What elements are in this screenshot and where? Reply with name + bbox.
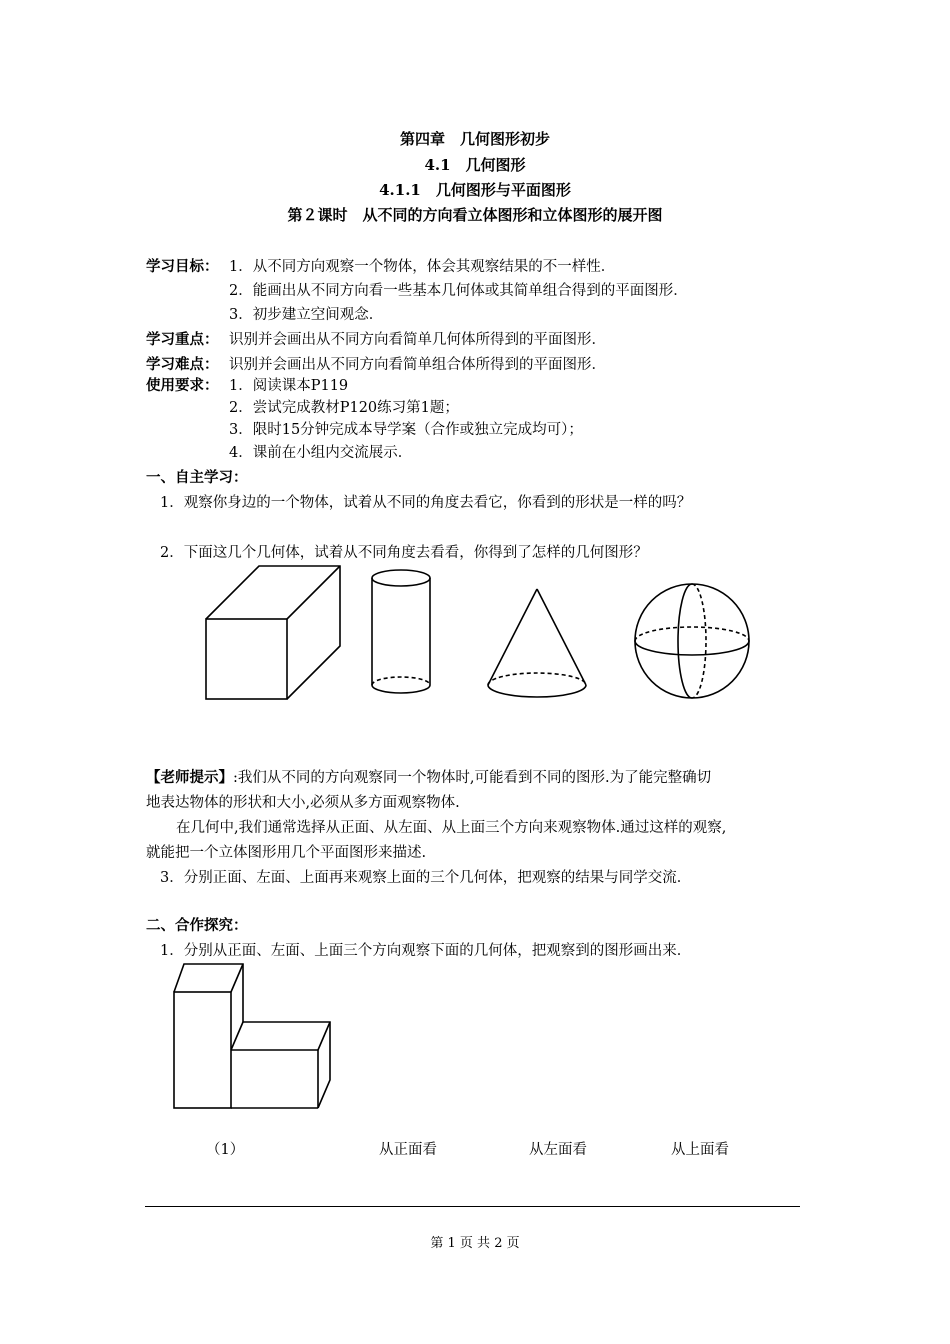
teacher-tip-line4: 就能把一个立体图形用几个平面图形来描述. [146, 845, 427, 861]
teacher-tip-text: :我们从不同的方向观察同一个物体时,可能看到不同的图形.为了能完整确切 [233, 770, 712, 786]
chapter-title: 第四章 几何图形初步 [399, 130, 550, 148]
self-study-heading: 一、自主学习： [146, 469, 248, 486]
top-view-label: 从上面看 [671, 1142, 729, 1158]
goal-item: 1．从不同方向观察一个物体，体会其观察结果的不一样性． [229, 259, 616, 275]
usage-item: 4．课前在小组内交流展示． [229, 445, 413, 461]
front-view-label: 从正面看 [379, 1142, 437, 1158]
usage-label: 使用要求： [146, 377, 219, 394]
section-title: 4.1 几何图形 [424, 156, 526, 174]
teacher-tip-label: 【老师提示】 [146, 769, 233, 786]
footer-divider [145, 1206, 800, 1207]
subsection-title: 4.1.1 几何图形与平面图形 [379, 181, 571, 199]
left-view-label: 从左面看 [529, 1142, 587, 1158]
difficulty-text: 识别并会画出从不同方向看简单组合体所得到的平面图形． [229, 357, 606, 373]
self-study-question-2: 2．下面这几个几何体，试着从不同角度去看看，你得到了怎样的几何图形？ [160, 545, 648, 561]
teacher-tip-line3: 在几何中,我们通常选择从正面、从左面、从上面三个方向来观察物体.通过这样的观察, [176, 820, 727, 836]
cooperative-heading: 二、合作探究： [146, 917, 248, 934]
usage-item: 3．限时15分钟完成本导学案（合作或独立完成均可）； [229, 422, 583, 438]
lesson-title: 第２课时 从不同的方向看立体图形和立体图形的展开图 [287, 206, 663, 224]
figure-label: （1） [206, 1142, 245, 1158]
goal-item: 2．能画出从不同方向看一些基本几何体或其简单组合得到的平面图形． [229, 283, 688, 299]
self-study-question-1: 1．观察你身边的一个物体，试着从不同的角度去看它，你看到的形状是一样的吗？ [160, 495, 692, 511]
page-number: 第 1 页 共 2 页 [430, 1236, 520, 1251]
key-point-text: 识别并会画出从不同方向看简单几何体所得到的平面图形． [229, 332, 606, 348]
goal-item: 3．初步建立空间观念． [229, 307, 384, 323]
self-study-question-3: 3．分别正面、左面、上面再来观察上面的三个几何体，把观察的结果与同学交流． [160, 870, 692, 886]
usage-item: 1．阅读课本P119 [229, 378, 349, 394]
difficulty-label: 学习难点： [146, 356, 219, 373]
key-point-label: 学习重点： [146, 331, 219, 348]
goals-label: 学习目标： [146, 258, 219, 275]
teacher-tip-line2: 地表达物体的形状和大小,必须从多方面观察物体. [146, 795, 460, 811]
usage-item: 2．尝试完成教材P120练习第1题； [229, 400, 459, 416]
cooperative-question-1: 1．分别从正面、左面、上面三个方向观察下面的几何体，把观察到的图形画出来． [160, 943, 692, 959]
